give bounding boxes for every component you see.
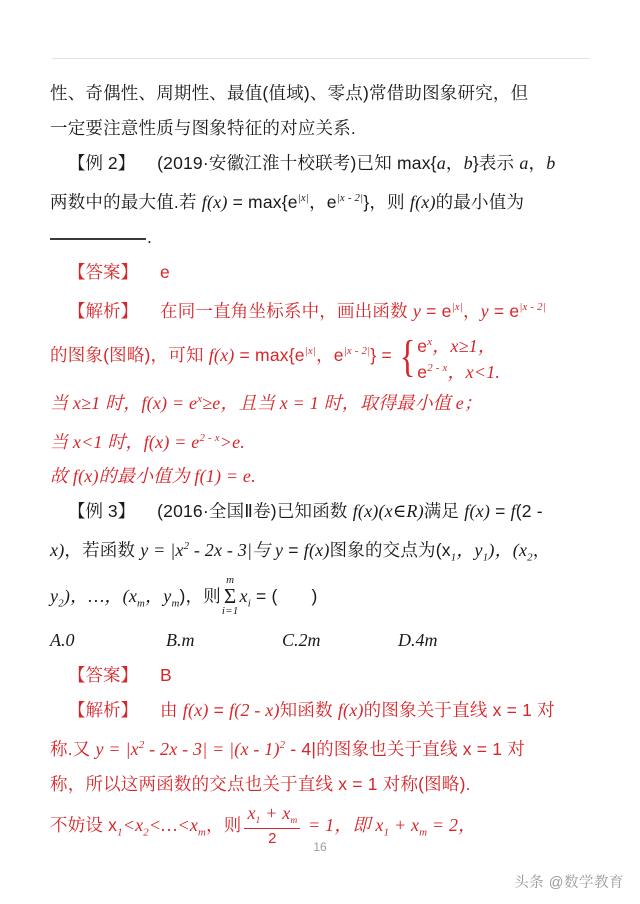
ex3-a4-plus: + x — [389, 815, 420, 835]
answer-blank — [50, 237, 146, 240]
example2-analysis-sup-1: |x| — [451, 300, 463, 313]
intro-line-2: 一定要注意性质与图象特征的对应关系. — [50, 118, 356, 138]
piecewise-eq: = max{e — [234, 344, 305, 365]
ex3-a2-mid: - 2x - 3| = |(x - 1) — [144, 739, 280, 759]
example2-answer-value: e — [160, 261, 170, 282]
example2-q2-tail: 的最小值为 — [435, 191, 525, 212]
example3-source: (2016·全国Ⅱ卷)已知函数 — [157, 501, 353, 522]
example2-q2-pre: 两数中的最大值.若 — [50, 191, 202, 212]
ex3-a4-lt: <x — [122, 815, 144, 835]
ex3-a4-tail: = 2， — [427, 815, 477, 835]
summation-symbol — [222, 575, 239, 617]
piecewise-mid: ，e — [316, 344, 344, 365]
intro-line-1: 性、奇偶性、周期性、最值(值域)、零点)常借助图象研究，但 — [50, 83, 529, 103]
document-content — [50, 76, 590, 856]
example3-analysis-line-1 — [50, 693, 590, 728]
case1-base: e — [417, 335, 428, 356]
ex3-l2-eq: = |x — [148, 540, 184, 561]
ex3-l2-f: f — [303, 540, 309, 561]
example3-answer-row — [50, 658, 590, 693]
ex3-l2-mid: - 2x - 3|与 — [189, 540, 276, 561]
ex3-l2-eq2: = — [283, 540, 304, 561]
example2-analysis-y1: y — [412, 300, 422, 321]
example3-label: 【例 3】 — [68, 501, 136, 522]
ex3-a2-y: y — [95, 739, 104, 759]
ex3-a4-mid: ，则 — [206, 815, 242, 835]
example2-answer-blank-line — [50, 220, 590, 255]
example2-q2-x: (x) — [206, 191, 228, 212]
example2-analysis-line-3 — [50, 382, 590, 421]
example2-q2-f: f — [201, 191, 207, 212]
sum-body-sub: i — [247, 597, 251, 610]
example2-var-a: a — [436, 153, 446, 173]
ex3-l3-sub: 2 — [58, 597, 64, 610]
piecewise-sup-2: |x - 2| — [343, 344, 371, 357]
ex3-a1-tail: 的图象关于直线 x = 1 对 — [363, 700, 555, 721]
ex3-l2-tail: 图象的交点为(x — [329, 540, 451, 561]
ex3-a4-sub2: 2 — [143, 826, 149, 839]
example2-piecewise-line — [50, 329, 590, 382]
example3-src-mid: 满足 — [423, 501, 465, 522]
ex3-a1-rhs: (2 - x) — [234, 700, 280, 721]
option-b[interactable]: B.m — [166, 630, 195, 651]
ex3-l3-comma: ，y — [145, 585, 172, 606]
ex3-l3-eq: = ( — [250, 585, 278, 606]
page-number: 16 — [313, 840, 327, 854]
piecewise-function — [397, 331, 500, 383]
analysis4-tail: >e. — [219, 431, 245, 452]
option-a[interactable]: A.0 — [50, 630, 75, 651]
example2-analysis-eq-1: = e — [421, 300, 452, 321]
example2-q2-sup-2: |x - 2| — [336, 192, 364, 204]
sum-upper-limit: m — [226, 574, 235, 587]
example2-answer-label: 【答案】 — [68, 261, 138, 282]
example2-label: 【例 2】 — [68, 153, 136, 173]
piecewise-sup-1: |x| — [304, 344, 317, 357]
ex3-l2-sup: 2 — [183, 540, 190, 553]
ex3-l2-y: y — [140, 540, 149, 561]
ex3-a4-subm: m — [198, 826, 207, 839]
ex3-a4-pre: 不妨设 x — [50, 815, 118, 835]
blank-period: . — [147, 226, 153, 247]
example2-tail-1: }表示 — [472, 153, 520, 173]
example2-var-a2: a — [519, 153, 529, 173]
ex3-a4-submb: m — [419, 826, 428, 839]
case2-base: e — [417, 361, 428, 382]
ex3-a1-eq: = — [208, 700, 230, 721]
example2-source: (2019·安徽江淮十校联考)已知 max{ — [157, 153, 437, 173]
piecewise-close: } = — [370, 344, 397, 365]
ex3-a4-sub1: 1 — [117, 826, 123, 839]
ex3-a4-sub1b: 1 — [383, 826, 390, 839]
example3-src-rhs: (2 - — [515, 501, 543, 522]
example3-src-domain: (x∈R) — [378, 501, 424, 522]
example2-q2-close: }，则 — [363, 191, 410, 212]
example3-src-x: (x) — [357, 501, 379, 522]
example3-heading — [50, 494, 590, 529]
analysis4-main: 当 x<1 时，f(x) = e — [50, 431, 200, 452]
example2-analysis-line-1 — [50, 290, 590, 329]
ex3-a3-text: 称，所以这两函数的交点也关于直线 x = 1 对称(图略). — [50, 774, 471, 794]
option-d[interactable]: D.4m — [398, 630, 438, 651]
ex3-a2-eq: = |x — [103, 739, 139, 759]
frac-x1-sub: 1 — [255, 816, 261, 827]
piecewise-case-2 — [417, 357, 500, 383]
ex3-l2-x: x) — [50, 540, 65, 561]
piecewise-pre: 的图象(图略)，可知 — [50, 344, 209, 365]
frac-xm-sub: m — [290, 816, 298, 827]
example3-analysis-line-2 — [50, 728, 590, 767]
ex3-a2-pre: 称.又 — [50, 739, 96, 759]
ex3-l2-pre: ，若函数 — [64, 540, 141, 561]
case1-cond: ，x≥1， — [432, 335, 497, 356]
ex3-a2-mid2: - 4|的图象也关于直线 x = 1 对 — [285, 739, 525, 759]
analysis5-text: 故 f(x)的最小值为 f(1) = e. — [50, 466, 256, 487]
ex3-l2-sub2: 1 — [482, 551, 489, 564]
example3-analysis-line-3 — [50, 767, 590, 802]
ex3-l3-mid: )，…，(x — [63, 585, 138, 606]
example3-src-f: f — [352, 501, 358, 522]
ex3-l2-sub1: 1 — [450, 551, 457, 564]
example2-var-b: b — [463, 153, 473, 173]
example2-analysis-y2: y — [480, 300, 489, 321]
sigma-icon: Σ — [223, 584, 237, 609]
ex3-a1-f2: f — [229, 700, 235, 721]
example2-analysis-text-1: 在同一直角坐标系中，画出函数 — [160, 300, 413, 321]
example3-analysis-label: 【解析】 — [68, 700, 138, 721]
ex3-a1-x: (x) — [187, 700, 209, 721]
option-c[interactable]: C.2m — [282, 630, 321, 651]
piecewise-f: f — [208, 344, 214, 365]
sum-lower-limit: i=1 — [221, 605, 239, 618]
frac-plus: + x — [260, 803, 291, 824]
header-divider — [52, 58, 589, 59]
ex3-a2-sup: 2 — [138, 739, 145, 752]
ex3-a4-lt2: <…<x — [148, 815, 199, 835]
case1-sup: x — [427, 336, 433, 349]
example3-src-f2: f — [464, 501, 470, 522]
example2-analysis-label: 【解析】 — [68, 300, 138, 321]
case2-sup: 2 - x — [427, 361, 448, 374]
ex3-a1-mid: 知函数 — [279, 700, 338, 721]
example2-analysis-sup-2: |x - 2| — [519, 300, 546, 313]
example2-q2-eq: = max{e — [227, 191, 298, 212]
left-brace-icon: { — [399, 331, 416, 381]
analysis3-sup: x — [197, 392, 203, 405]
case2-cond: ，x<1. — [447, 361, 501, 382]
example3-answer-label: 【答案】 — [68, 665, 138, 686]
example2-var-b2: b — [546, 153, 556, 173]
example2-comma-1: ， — [445, 153, 464, 173]
example2-q2-x2: (x) — [415, 191, 436, 212]
example3-src-eq: = — [490, 501, 511, 522]
example2-analysis-eq-2: = e — [488, 300, 520, 321]
watermark: 头条 @数学教育 — [514, 875, 624, 891]
fraction-numerator — [244, 804, 300, 829]
ex3-l2-close: )，(x — [488, 540, 528, 561]
example3-options-row — [50, 623, 590, 658]
ex3-l2-y2: y — [275, 540, 284, 561]
example2-analysis-sep: ， — [462, 300, 481, 321]
example2-question-line-2 — [50, 181, 590, 220]
example2-q2-mid: ，e — [309, 191, 337, 212]
example2-answer-row — [50, 255, 590, 290]
example2-q2-f2: f — [409, 191, 416, 212]
ex3-a2-sup2: 2 — [279, 739, 286, 752]
example2-comma-2: ， — [528, 153, 547, 173]
sum-body: x — [239, 585, 248, 606]
frac-x1: x — [247, 803, 256, 824]
ex3-a4-eq: = 1，即 x — [303, 815, 384, 835]
ex3-l3-subm2: m — [171, 597, 180, 610]
example3-line-3 — [50, 576, 590, 624]
piecewise-case-1 — [417, 331, 500, 357]
analysis3-main: 当 x≥1 时，f(x) = e — [50, 392, 198, 413]
analysis4-sup: 2 - x — [199, 431, 220, 444]
piecewise-x: (x) — [213, 344, 235, 365]
ex3-l2-comma: ，y — [456, 540, 483, 561]
ex3-a1-f: f — [182, 700, 188, 721]
example3-line-2 — [50, 529, 590, 575]
ex3-l2-end: ， — [532, 540, 551, 561]
example3-answer-value: B — [160, 665, 172, 686]
ex3-l3-subm: m — [137, 597, 146, 610]
ex3-l3-y: y — [50, 585, 59, 606]
ex3-l3-close: )，则 — [179, 585, 221, 606]
example3-src-f3: f — [510, 501, 516, 522]
example2-analysis-line-5 — [50, 459, 590, 494]
ex3-l2-sub3: 2 — [527, 551, 533, 564]
example2-heading — [50, 146, 590, 181]
ex3-a1-pre: 由 — [160, 700, 183, 721]
ex3-a1-x3: (x) — [343, 700, 364, 721]
example2-q2-sup-1: |x| — [297, 192, 310, 204]
ex3-l2-x2: (x) — [308, 540, 330, 561]
example2-analysis-line-4 — [50, 421, 590, 460]
ex3-a1-f3: f — [337, 700, 344, 721]
example3-src-x2: (x) — [469, 501, 491, 522]
ex3-l3-paren: ) — [311, 585, 318, 606]
analysis3-tail: ≥e，且当 x = 1 时，取得最小值 e； — [202, 392, 483, 413]
fraction-denominator: 2 — [268, 829, 277, 847]
